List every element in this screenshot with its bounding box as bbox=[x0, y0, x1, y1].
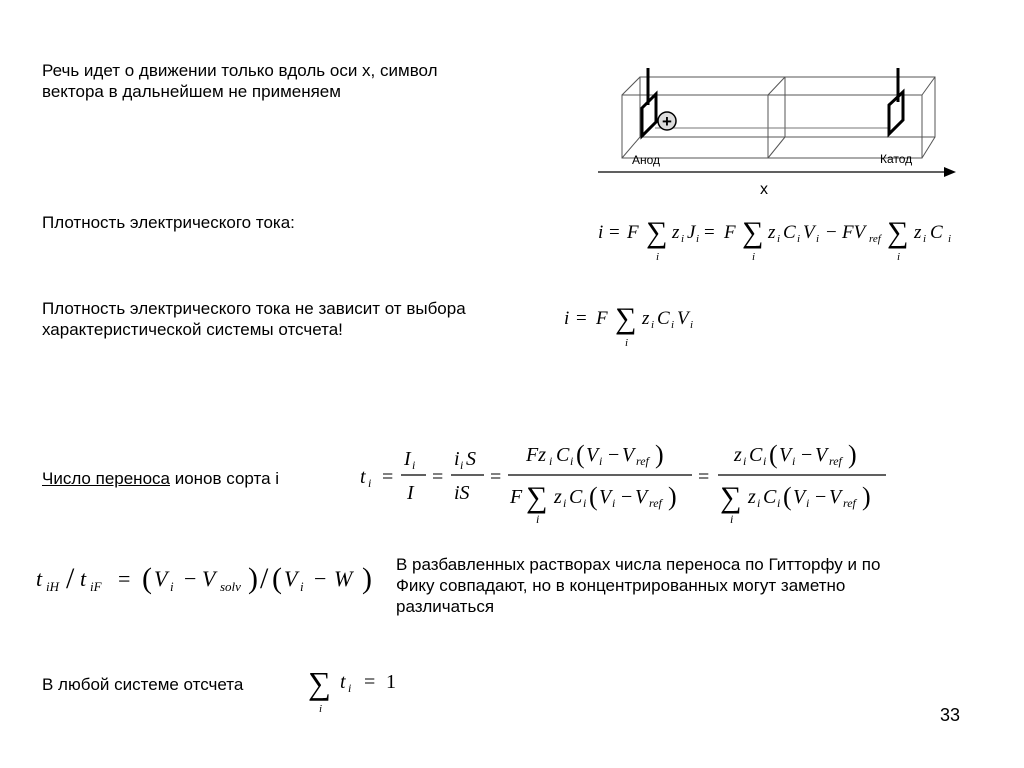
svg-text:=: = bbox=[490, 466, 502, 488]
hittorf-fick-line-3: различаться bbox=[396, 597, 495, 616]
svg-text:C: C bbox=[657, 308, 670, 329]
svg-text:−: − bbox=[826, 222, 837, 243]
svg-text:i: i bbox=[757, 496, 761, 510]
svg-text:i: i bbox=[656, 251, 660, 263]
svg-text:V: V bbox=[599, 486, 612, 508]
svg-text:t: t bbox=[360, 466, 366, 488]
svg-text:ref: ref bbox=[843, 496, 856, 510]
svg-text:∑: ∑ bbox=[308, 665, 331, 701]
svg-text:V: V bbox=[779, 444, 792, 466]
svg-text:V: V bbox=[829, 486, 842, 508]
hittorf-fick-equation bbox=[34, 554, 384, 604]
transference-term: Число переноса bbox=[42, 469, 170, 488]
svg-text:iF: iF bbox=[90, 579, 102, 594]
transference-label bbox=[42, 468, 279, 489]
svg-text:V: V bbox=[635, 486, 648, 508]
svg-text:∑: ∑ bbox=[615, 302, 637, 335]
svg-text:V: V bbox=[803, 222, 815, 243]
svg-text:ref: ref bbox=[649, 496, 662, 510]
svg-text:): ) bbox=[248, 562, 258, 595]
svg-text:−: − bbox=[314, 566, 327, 591]
intro-line-1: Речь идет о движении только вдоль оси x, символ bbox=[42, 61, 438, 80]
frame-independence-line-1: Плотность электрического тока не зависит от выбора bbox=[42, 299, 466, 318]
svg-text:1: 1 bbox=[386, 671, 396, 693]
svg-text:=: = bbox=[609, 222, 620, 243]
svg-text:C: C bbox=[930, 222, 943, 243]
svg-text:V: V bbox=[622, 444, 635, 466]
svg-text:F: F bbox=[724, 222, 736, 243]
svg-text:=: = bbox=[118, 566, 131, 591]
svg-text:(: ( bbox=[272, 562, 282, 595]
svg-text:−: − bbox=[621, 486, 633, 508]
svg-text:=: = bbox=[364, 671, 376, 693]
svg-text:=: = bbox=[704, 222, 715, 243]
svg-text:z: z bbox=[734, 444, 742, 466]
svg-text:i: i bbox=[681, 233, 685, 245]
svg-text:F: F bbox=[596, 308, 608, 329]
svg-text:i: i bbox=[730, 512, 734, 526]
svg-text:i: i bbox=[368, 476, 372, 490]
svg-text:−: − bbox=[801, 444, 813, 466]
svg-text:V: V bbox=[202, 566, 216, 591]
svg-text:i: i bbox=[412, 458, 416, 472]
svg-text:(: ( bbox=[769, 440, 778, 469]
transference-equation bbox=[356, 435, 896, 530]
svg-text:z: z bbox=[768, 222, 776, 243]
intro-text bbox=[42, 60, 438, 102]
svg-text:i: i bbox=[792, 454, 796, 468]
svg-text:C: C bbox=[763, 486, 777, 508]
svg-text:∑: ∑ bbox=[720, 481, 742, 514]
svg-text:ref: ref bbox=[829, 454, 842, 468]
svg-text:i: i bbox=[671, 319, 675, 331]
svg-text:V: V bbox=[793, 486, 806, 508]
cathode-label: Катод bbox=[880, 152, 913, 166]
svg-text:z: z bbox=[642, 308, 650, 329]
anode-label: Анод bbox=[632, 153, 661, 167]
svg-text:∑: ∑ bbox=[526, 481, 548, 514]
svg-text:=: = bbox=[382, 466, 394, 488]
svg-text:Fz: Fz bbox=[526, 444, 546, 466]
hittorf-fick-line-2: Фику совпадают, но в концентрированных могут заметно bbox=[396, 576, 846, 595]
svg-text:i: i bbox=[454, 448, 460, 470]
cell-diagram bbox=[590, 60, 970, 200]
svg-text:i: i bbox=[696, 233, 700, 245]
svg-text:(: ( bbox=[783, 482, 792, 511]
svg-text:(: ( bbox=[576, 440, 585, 469]
frame-independence-line-2: характеристической системы отсчета! bbox=[42, 320, 343, 339]
axis-label: x bbox=[760, 181, 768, 198]
page-number: 33 bbox=[940, 705, 961, 725]
current-density-simple-equation bbox=[562, 296, 712, 352]
cathode-plate bbox=[889, 92, 903, 134]
x-axis-arrow bbox=[944, 167, 956, 177]
svg-text:∑: ∑ bbox=[742, 216, 764, 249]
svg-text:i: i bbox=[777, 496, 781, 510]
svg-text:i: i bbox=[797, 233, 801, 245]
svg-text:V: V bbox=[677, 308, 689, 329]
svg-text:I: I bbox=[404, 448, 411, 470]
svg-text:/: / bbox=[260, 562, 269, 595]
svg-text:ref: ref bbox=[636, 454, 649, 468]
svg-text:z: z bbox=[914, 222, 922, 243]
svg-text:i: i bbox=[549, 454, 553, 468]
svg-text:i: i bbox=[806, 496, 810, 510]
svg-text:C: C bbox=[749, 444, 763, 466]
svg-text:z: z bbox=[748, 486, 756, 508]
svg-text:i: i bbox=[816, 233, 820, 245]
svg-text:i: i bbox=[348, 681, 352, 695]
svg-text:z: z bbox=[554, 486, 562, 508]
svg-text:i: i bbox=[460, 458, 464, 472]
svg-text:−: − bbox=[608, 444, 620, 466]
svg-text:J: J bbox=[687, 222, 696, 243]
svg-text:i: i bbox=[564, 308, 570, 329]
svg-text:i: i bbox=[690, 319, 694, 331]
current-density-equation bbox=[596, 210, 981, 266]
svg-text:(: ( bbox=[142, 562, 152, 595]
svg-text:∑: ∑ bbox=[646, 216, 668, 249]
svg-text:): ) bbox=[655, 440, 664, 469]
svg-text:i: i bbox=[570, 454, 574, 468]
svg-text:solv: solv bbox=[220, 579, 241, 594]
svg-text:C: C bbox=[783, 222, 796, 243]
svg-text:ref: ref bbox=[869, 233, 881, 245]
svg-text:i: i bbox=[763, 454, 767, 468]
svg-text:(: ( bbox=[589, 482, 598, 511]
svg-text:): ) bbox=[362, 562, 372, 595]
sum-rule-label: В любой системе отсчета bbox=[42, 675, 244, 694]
svg-text:i: i bbox=[599, 454, 603, 468]
svg-text:i: i bbox=[563, 496, 567, 510]
svg-text:): ) bbox=[668, 482, 677, 511]
transference-rest: ионов сорта i bbox=[169, 469, 280, 488]
svg-text:i: i bbox=[300, 579, 304, 594]
svg-text:iH: iH bbox=[46, 579, 59, 594]
svg-text:i: i bbox=[752, 251, 756, 263]
svg-text:/: / bbox=[66, 562, 75, 595]
svg-text:i: i bbox=[319, 703, 323, 715]
svg-text:i: i bbox=[777, 233, 781, 245]
svg-text:V: V bbox=[815, 444, 828, 466]
svg-text:V: V bbox=[284, 566, 298, 591]
svg-text:t: t bbox=[80, 566, 87, 591]
svg-text:i: i bbox=[536, 512, 540, 526]
svg-text:i: i bbox=[625, 337, 629, 349]
current-density-label: Плотность электрического тока: bbox=[42, 213, 295, 232]
svg-text:C: C bbox=[556, 444, 570, 466]
svg-text:=: = bbox=[698, 466, 710, 488]
svg-text:−: − bbox=[815, 486, 827, 508]
svg-text:i: i bbox=[923, 233, 927, 245]
frame-independence-text bbox=[42, 298, 466, 340]
svg-text:C: C bbox=[569, 486, 583, 508]
svg-text:V: V bbox=[154, 566, 168, 591]
sum-rule-equation bbox=[306, 660, 416, 716]
svg-text:z: z bbox=[672, 222, 680, 243]
svg-text:t: t bbox=[340, 671, 346, 693]
svg-text:t: t bbox=[36, 566, 43, 591]
svg-text:V: V bbox=[586, 444, 599, 466]
svg-text:I: I bbox=[407, 482, 414, 504]
svg-text:i: i bbox=[612, 496, 616, 510]
svg-text:FV: FV bbox=[842, 222, 866, 243]
hittorf-fick-text bbox=[396, 554, 880, 617]
svg-text:F: F bbox=[510, 486, 523, 508]
svg-text:i: i bbox=[651, 319, 655, 331]
svg-text:=: = bbox=[576, 308, 587, 329]
svg-text:i: i bbox=[598, 222, 604, 243]
svg-text:): ) bbox=[862, 482, 871, 511]
svg-text:∑: ∑ bbox=[887, 216, 909, 249]
cation-symbol: + bbox=[662, 112, 672, 131]
svg-text:i: i bbox=[897, 251, 901, 263]
svg-text:F: F bbox=[627, 222, 639, 243]
intro-line-2: вектора в дальнейшем не применяем bbox=[42, 82, 341, 101]
svg-text:i: i bbox=[170, 579, 174, 594]
hittorf-fick-line-1: В разбавленных растворах числа переноса по Гитторфу и по bbox=[396, 555, 881, 574]
svg-text:−: − bbox=[184, 566, 197, 591]
svg-text:=: = bbox=[432, 466, 444, 488]
svg-text:W: W bbox=[334, 566, 353, 591]
svg-text:): ) bbox=[848, 440, 857, 469]
anode-plate bbox=[642, 94, 656, 136]
svg-text:S: S bbox=[466, 448, 476, 470]
svg-text:i: i bbox=[583, 496, 587, 510]
svg-text:iS: iS bbox=[454, 482, 470, 504]
svg-text:i: i bbox=[948, 233, 952, 245]
svg-text:i: i bbox=[743, 454, 747, 468]
